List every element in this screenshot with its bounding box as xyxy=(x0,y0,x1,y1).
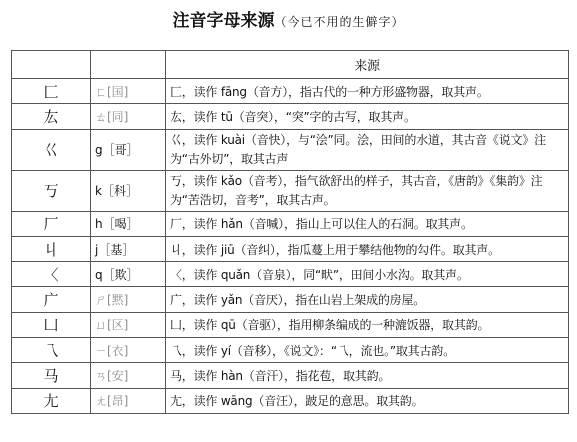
header-cell-pinyin xyxy=(91,51,166,79)
table-row xyxy=(12,129,569,170)
letter-cell: 〈 xyxy=(12,262,91,287)
source-cell: 广，读作 yǎn（音厌），指在山岩上架成的房屋。 xyxy=(166,287,569,312)
letter-cell: 丂 xyxy=(12,170,91,211)
pinyin-cell: ㄧ[衣] xyxy=(91,338,166,363)
pinyin-cell: g［哥］ xyxy=(91,129,166,170)
pinyin-cell: j［基］ xyxy=(91,236,166,261)
table-row xyxy=(12,211,569,236)
pinyin-cell: ㄊ[同] xyxy=(91,104,166,129)
letter-cell: 厂 xyxy=(12,211,91,236)
pinyin-cell: q［欺］ xyxy=(91,262,166,287)
letter-cell: 匚 xyxy=(12,79,91,104)
table-row xyxy=(12,312,569,337)
table-row xyxy=(12,236,569,261)
source-table xyxy=(11,50,569,414)
source-cell: 厷，读作 tū（音突），“突”字的古写，取其声。 xyxy=(166,104,569,129)
letter-cell: 凵 xyxy=(12,312,91,337)
letter-cell: 乁 xyxy=(12,338,91,363)
header-cell-source xyxy=(166,51,569,79)
table-row xyxy=(12,170,569,211)
letter-cell: 厷 xyxy=(12,104,91,129)
source-cell: 匚，读作 fāng（音方），指古代的一种方形盛物器，取其声。 xyxy=(166,79,569,104)
header-cell-letter xyxy=(12,51,91,79)
pinyin-cell: k［科］ xyxy=(91,170,166,211)
pinyin-cell: ㄩ[区] xyxy=(91,312,166,337)
pinyin-cell: ㄢ[安] xyxy=(91,363,166,388)
source-cell: 马，读作 hàn（音汗），指花苞，取其韵。 xyxy=(166,363,569,388)
table-row xyxy=(12,262,569,287)
source-cell: 丂，读作 kǎo（音考），指气欲舒出的样子，其古音，《唐韵》《集韵》注为“苦浩切，音考”，取其古声。 xyxy=(166,170,569,211)
source-cell: 尢，读作 wāng（音汪），跛足的意思。取其韵。 xyxy=(166,388,569,413)
title-text: 注音字母来源 xyxy=(172,11,275,31)
letter-cell: 广 xyxy=(12,287,91,312)
table-row xyxy=(12,79,569,104)
table-header-row xyxy=(12,51,569,79)
table-row xyxy=(12,104,569,129)
table-row xyxy=(12,338,569,363)
table-row xyxy=(12,388,569,413)
table-row xyxy=(12,363,569,388)
letter-cell: 丩 xyxy=(12,236,91,261)
pinyin-cell: ㄈ[国] xyxy=(91,79,166,104)
letter-cell: 巜 xyxy=(12,129,91,170)
table-row xyxy=(12,287,569,312)
source-cell: 凵，读作 qū（音驱），指用柳条编成的一种漉饭器，取其韵。 xyxy=(166,312,569,337)
source-cell: 〈，读作 quǎn（音泉），同“畎”，田间小水沟。取其声。 xyxy=(166,262,569,287)
document-title xyxy=(0,6,577,36)
pinyin-cell: ㄕ[黙] xyxy=(91,287,166,312)
source-cell: 乁，读作 yí（音移），《说文》：“乁，流也。”取其古韵。 xyxy=(166,338,569,363)
title-subtitle: （今已不用的生僻字） xyxy=(274,15,405,29)
source-cell: 厂，读作 hǎn（音喊），指山上可以住人的石洞。取其声。 xyxy=(166,211,569,236)
letter-cell: 马 xyxy=(12,363,91,388)
letter-cell: 尢 xyxy=(12,388,91,413)
source-cell: 丩，读作 jiū（音纠），指瓜蔓上用于攀结他物的勾件。取其声。 xyxy=(166,236,569,261)
pinyin-cell: h［喝］ xyxy=(91,211,166,236)
pinyin-cell: ㄤ[昂] xyxy=(91,388,166,413)
source-cell: 巜，读作 kuài（音快），与“浍”同。浍，田间的水道，其古音《说文》注为“古外切”，取其古声 xyxy=(166,129,569,170)
header-source-label: 来源 xyxy=(354,59,380,74)
